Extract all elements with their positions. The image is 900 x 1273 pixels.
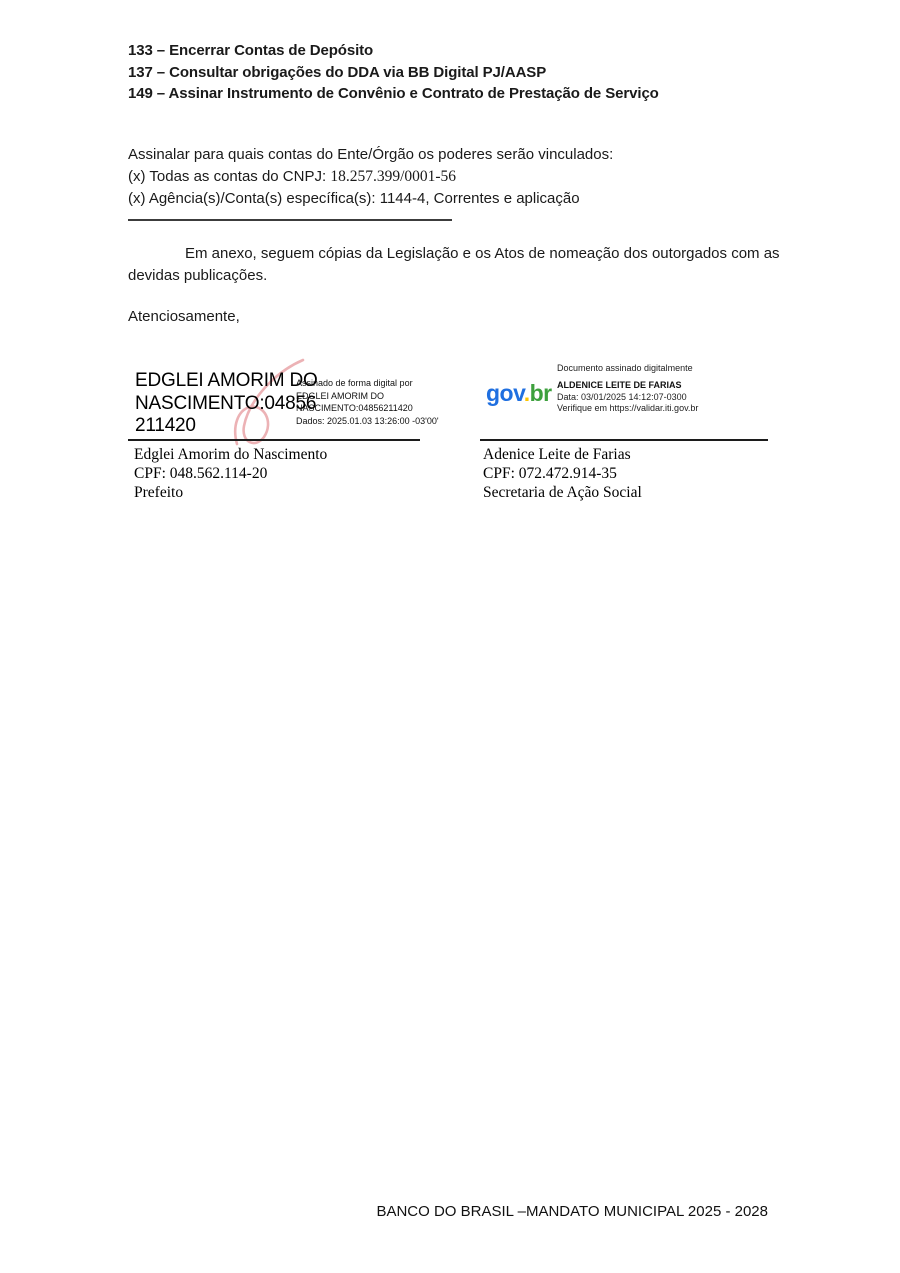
attachment-paragraph: Em anexo, seguem cópias da Legislação e os Atos de nomeação dos outorgados com as devidas publicações. [128,245,780,284]
cnpj-value: 18.257.399/0001-56 [330,168,457,185]
cnpj-prefix: (x) Todas as contas do CNPJ: [128,168,331,185]
stamp-detail-line: Dados: 2025.01.03 13:26:00 -03'00' [296,416,439,427]
power-item-149: 149 – Assinar Instrumento de Convênio e Contrato de Prestação de Serviço [128,85,659,102]
blank-fill-line [128,219,452,221]
stamp-detail-line: EDGLEI AMORIM DO [296,390,385,401]
govbr-verify-line: Verifique em https://validar.iti.gov.br [557,403,699,413]
digital-stamp-name-line: NASCIMENTO:04856 [135,392,317,414]
specific-accounts-line: (x) Agência(s)/Conta(s) específica(s): 1144-4, Correntes e aplicação [128,190,580,207]
digital-stamp-details [296,377,466,428]
signer-left [134,446,327,502]
digital-stamp-name-line: 211420 [135,415,196,436]
govbr-logo-gov: gov [486,380,524,406]
stamp-detail-line: NASCIMENTO:04856211420 [296,403,413,414]
closing-salutation: Atenciosamente, [128,308,240,325]
govbr-logo-br: br [529,380,552,406]
digital-stamp-name [135,370,318,438]
signature-line-left [128,439,420,441]
govbr-signer-name: ALDENICE LEITE DE FARIAS [557,380,682,390]
signer-right-role: Secretaria de Ação Social [483,483,642,501]
power-item-133: 133 – Encerrar Contas de Depósito [128,42,374,59]
power-item-137: 137 – Consultar obrigações do DDA via BB Digital PJ/AASP [128,63,547,81]
govbr-date-line: Data: 03/01/2025 14:12:07-0300 [557,391,687,402]
cnpj-line [128,166,613,188]
accounts-section [128,144,613,210]
signature-line-right [480,439,768,441]
signer-left-cpf: CPF: 048.562.114-20 [134,464,268,482]
signer-right [483,446,642,502]
stamp-detail-line: Assinado de forma digital por [296,378,413,388]
digital-stamp-name-line: EDGLEI AMORIM DO [135,370,318,391]
govbr-stamp-header: Documento assinado digitalmente [557,363,693,373]
accounts-intro: Assinalar para quais contas do Ente/Órgão os poderes serão vinculados: [128,146,614,163]
signer-right-cpf: CPF: 072.472.914-35 [483,464,617,482]
powers-list [128,40,659,105]
govbr-logo-icon [486,380,552,407]
document-footer: BANCO DO BRASIL –MANDATO MUNICIPAL 2025 - 2028 [376,1203,768,1220]
signer-left-name: Edglei Amorim do Nascimento [134,446,328,463]
signer-right-name: Adenice Leite de Farias [483,446,631,463]
signer-left-role: Prefeito [134,483,184,501]
govbr-logo-dot: . [523,380,530,406]
